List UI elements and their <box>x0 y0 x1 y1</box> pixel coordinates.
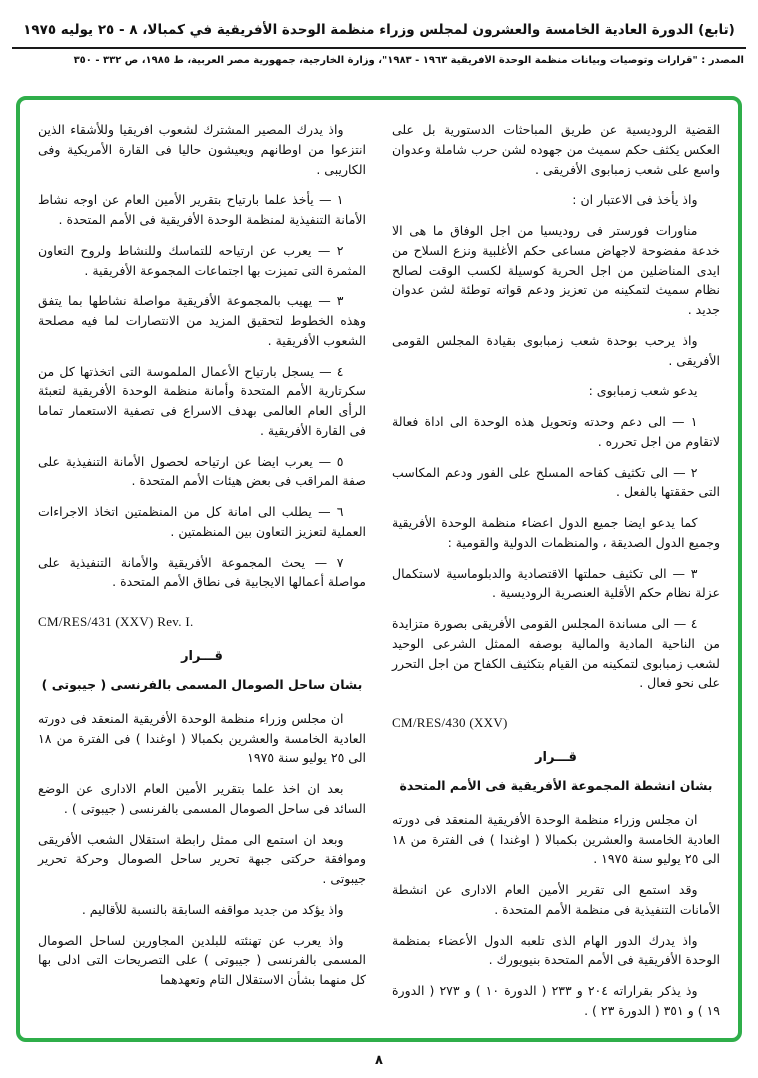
page-footer <box>0 1049 758 1068</box>
resolution-subject: بشان ساحل الصومال المسمى بالفرنسى ( جيبوتى ) <box>41 677 363 693</box>
column-left <box>38 120 366 1026</box>
page-number: ٨ <box>375 1053 383 1068</box>
paragraph: وذ يذكر بقراراته ٢٠٤ و ٢٣٣ ( الدورة ١٠ ) و ٢٧٣ ( الدورة ١٩ ) و ٣٥١ ( الدورة ٢٣ ) . <box>392 983 720 1018</box>
list-item: ٣ — الى تكثيف حملتها الاقتصادية والدبلوماسية لاستكمال عزلة نظام حكم الأقلية العنصرية الروديسية . <box>392 565 720 601</box>
paragraph: يدعو شعب زمبابوى : <box>588 383 698 399</box>
list-item: ١ — الى دعم وحدته وتحويل هذه الوحدة الى اداة فعالة لاتقاوم من اجل تحرره . <box>392 414 720 449</box>
column-right <box>392 120 720 1026</box>
paragraph: واذ يؤكد من جديد مواقفه السابقة بالنسبة للأقاليم . <box>81 901 344 917</box>
paragraph: مناورات فورستر فى روديسيا من اجل الوفاق ما هى الا خدعة مفضوحة لاجهاض مساعى حكم الأغلبية ونزع السلاح من ايدى المناضلين من اجل الحرية كوسيلة لكسب الوقت لصالح نظام سميث لتمكينه من تعزيز ودعم قواته توطئة لشن عدوان جديد . <box>392 223 720 317</box>
list-item: ٢ — الى تكثيف كفاحه المسلح على الفور ودعم المكاسب التى حققتها بالفعل . <box>392 464 720 500</box>
paragraph: بعد ان اخذ علما بتقرير الأمين العام الادارى عن الوضع السائد فى ساحل الصومال المسمى بالفرنسى ( جيبوتى ) . <box>38 781 366 816</box>
list-item: ٧ — يحث المجموعة الأفريقية والأمانة التنفيذية على مواصلة أعمالها الايجابية فى نطاق الأمم المتحدة . <box>38 554 366 590</box>
paragraph: واذ يأخذ فى الاعتبار ان : <box>572 192 698 208</box>
paragraph: واذ يدرك الدور الهام الذى تلعبه الدول الأعضاء بمنظمة الوحدة الأفريقية فى الأمم المتحدة بنيويورك . <box>392 932 720 968</box>
paragraph: واذ يعرب عن تهنئته للبلدين المجاورين لساحل الصومال المسمى بالفرنسى ( جيبوتى ) على التصريحات التى ادلى بها كل منهما بشأن الاستقلال التام وتعهدهما <box>38 932 366 988</box>
source-citation: المصدر : "قرارات وتوصيات وبيانات منظمة الوحدة الأفريقية ١٩٦٣ - ١٩٨٣"، وزارة الخارجية، جمهورية مصر العربية، ط ١٩٨٥، ص ٣٣٢ - ٣٥٠ <box>73 55 744 66</box>
list-item: ٤ — يسجل بارتياح الأعمال الملموسة التى اتخذتها كل من سكرتارية الأمم المتحدة وأمانة منظمة الوحدة الأفريقية لتعبئة الرأى العام العالمى بهدف الاسراع فى تصفية الاستعمار تماما فى القارة الأفريقية . <box>38 363 366 438</box>
session-title: (تابع) الدورة العادية الخامسة والعشرون لمجلس وزراء منظمة الوحدة الأفريقية في كمبالا، ٨ - ٢٥ يوليه ١٩٧٥ <box>23 22 735 38</box>
list-item: ٤ — الى مساندة المجلس القومى الأفريقى بصورة متزايدة من الناحية المادية والمالية بوصفه الممثل الشرعى الوحيد لشعب زمبابوى لتمكينه من القيام بتكثيف الكفاح من اجل التحرر على نحو فعال . <box>392 616 720 691</box>
resolution-code: CM/RES/430 (XXV) <box>392 715 508 730</box>
header-divider <box>12 47 746 49</box>
paragraph: القضية الروديسية عن طريق المباحثات الدستورية بل على العكس يكثف حكم سميث من جهوده لشن حرب شاملة وعدوان واسع على شعب زمبابوى الأفريقى . <box>392 122 720 177</box>
paragraph: كما يدعو ايضا جميع الدول اعضاء منظمة الوحدة الأفريقية وجميع الدول الصديقة ، والمنظمات الدولية والقومية : <box>392 515 720 550</box>
list-item: ٥ — يعرب ايضا عن ارتياحه لحصول الأمانة التنفيذية على صفة المراقب فى بعض هيئات الأمم المتحدة . <box>38 453 366 489</box>
paragraph: واذ يرحب بوحدة شعب زمبابوى بقيادة المجلس القومى الأفريقى . <box>392 332 720 368</box>
paragraph: واذ يدرك المصير المشترك لشعوب افريقيا وللأشقاء الذين انتزعوا من اوطانهم ويعيشون حاليا فى القارة الأمريكية وفى الكاريبى . <box>38 122 366 177</box>
text-columns <box>38 120 720 1026</box>
list-item: ٢ — يعرب عن ارتياحه للتماسك وللنشاط ولروح التعاون المثمرة التى تميزت بها اجتماعات المجموعة الأفريقية . <box>38 242 366 278</box>
resolution-code: CM/RES/431 (XXV) Rev. I. <box>38 614 194 629</box>
paragraph: ان مجلس وزراء منظمة الوحدة الأفريقية المنعقد فى دورته العادية الخامسة والعشرين بكمبالا ( اوغندا ) فى الفترة من ١٨ الى ٢٥ يوليو سنة ١٩٧٥ <box>38 710 366 766</box>
resolution-subject: بشان انشطة المجموعة الأفريقية فى الأمم المتحدة <box>399 778 713 794</box>
paragraph: وقد استمع الى تقرير الأمين العام الادارى عن انشطة الأمانات التنفيذية فى منظمة الأمم المتحدة . <box>392 882 720 917</box>
resolution-heading: قـــرار <box>181 648 223 664</box>
green-frame <box>16 96 742 1042</box>
page-header <box>0 0 758 66</box>
paragraph: ان مجلس وزراء منظمة الوحدة الأفريقية المنعقد فى دورته العادية الخامسة والعشرين بكمبالا ( اوغندا ) فى الفترة من ١٨ الى ٢٥ يوليو سنة ١٩٧٥ . <box>392 811 720 867</box>
resolution-heading: قـــرار <box>535 749 577 765</box>
list-item: ٦ — يطلب الى امانة كل من المنظمتين اتخاذ الاجراءات العملية لتعزيز التعاون بين المنظمتين . <box>38 504 366 539</box>
list-item: ١ — يأخذ علما بارتياح بتقرير الأمين العام عن اوجه نشاط الأمانة التنفيذية لمنظمة الوحدة الأفريقية فى الأمم المتحدة . <box>38 192 366 227</box>
paragraph: وبعد ان استمع الى ممثل رابطة استقلال الشعب الأفريقى وموافقة حركتى جبهة تحرير ساحل الصومال وحركة تحرير جيبوتى . <box>38 831 366 887</box>
list-item: ٣ — يهيب بالمجموعة الأفريقية مواصلة نشاطها بما يتفق وهذه الخطوط لتحقيق المزيد من الانتصارات لما فيه مصلحة الشعوب الأفريقية . <box>38 293 366 348</box>
